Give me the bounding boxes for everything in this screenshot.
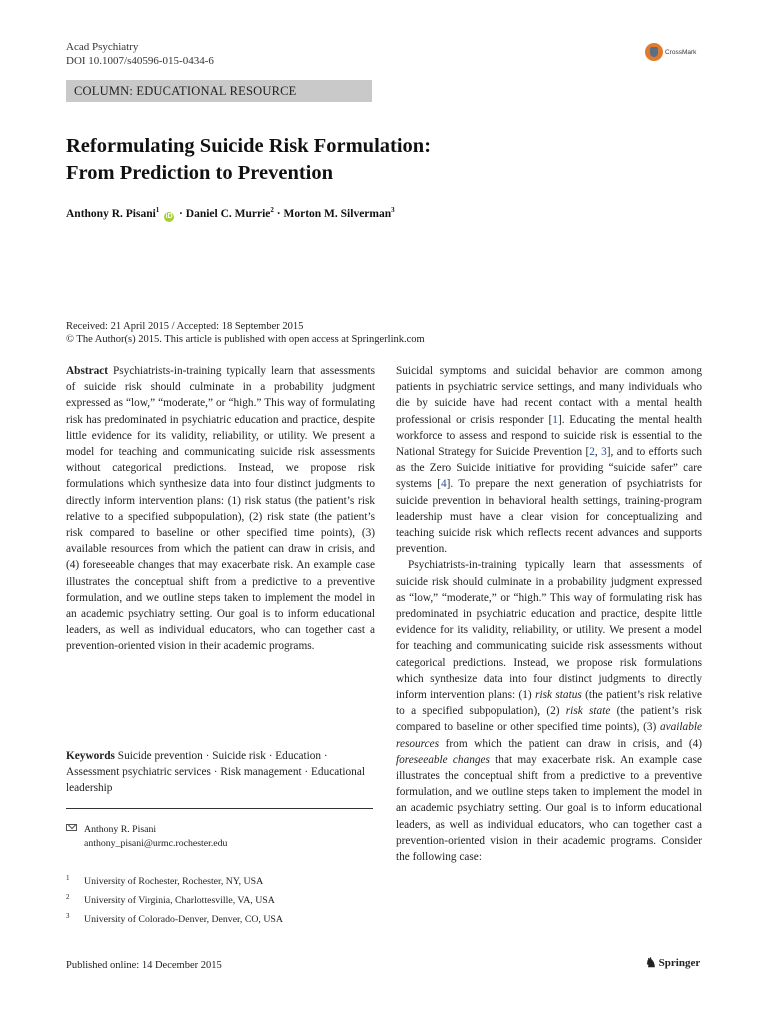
author-3[interactable]: Morton M. Silverman [283,207,392,220]
text-run: ]. To prepare the next generation of psychiatrists for suicide prevention in behavioral health settings, training-program leadership must have a clear vision for conceptualizing and teaching suicide risk which reflects recent advances and supports prevention. [396,478,702,556]
author-1-affil: 1 [155,206,160,214]
abstract-text: Psychiatrists-in-training typically learn that assessments of suicide risk should culminate in a probability judgment expressed as “low,” “moderate,” or “high.” This way of formulating risk has predominated in psychiatric education and practice, despite little evidence for its validity, reliability, or utility. We present a model for teaching and communicating suicide risk assessments without categorical predictions. Instead, we propose risk formulations which synthesize data into four distinct judgments to directly inform intervention plans: (1) risk status (the patient’s risk relative to a specified subpopulation), (2) risk state (the patient’s risk compared to baseline or other specified time points), (3) available resources from which the patient can draw in crisis, and (4) foreseeable changes that may exacerbate risk. An example case illustrates the conceptual shift from a predictive to a preventive formulation, and we outline steps taken to implement the model in an academic psychiatry setting. Our goal is to inform educational leaders, as well as individual educators, who can together cast a prevention-oriented vision in their academic programs. [66,365,375,653]
text-run: (the patient’s risk compared to baseline or other specified time points), (3) [396,705,702,734]
keywords-text: Suicide prevention · Suicide risk · Education · Assessment psychiatric services · Risk management · Educational leadership [66,750,365,794]
author-2[interactable]: Daniel C. Murrie [185,207,271,220]
body-text [396,363,702,865]
article-dates [66,320,425,346]
envelope-icon [66,824,77,831]
author-1[interactable]: Anthony R. Pisani [66,207,156,220]
springer-horse-icon: ♞ [645,955,657,970]
column-label: COLUMN: EDUCATIONAL RESOURCE [66,80,372,102]
italic-term: risk status [535,689,582,702]
affiliation-number: 3 [66,912,70,920]
italic-term: available resources [396,721,702,750]
crossmark-icon [645,43,663,61]
text-run: that may exacerbate risk. An example case illustrates the conceptual shift from a predictive to a preventive formulation, and we outline steps taken to implement the model in an academic psychiatry setting. Our goal is to inform educational leaders, as well as individual educators, who can together cast a prevention-oriented vision in their academic programs. Consider the following case: [396,753,702,864]
title-line-1: Reformulating Suicide Risk Formulation: [66,135,432,157]
text-run: ]. Educating the mental health workforce to assess and respond to suicide risk is essential to the National Strategy for Suicide Prevention [ [396,413,702,459]
text-run: (the patient’s risk relative to a specified subpopulation), (2) [396,689,703,718]
journal-name: Acad Psychiatry [66,41,139,53]
published-date: Published online: 14 December 2015 [66,960,222,971]
crossmark-label: CrossMark [665,48,697,56]
citation-link[interactable]: 1 [552,413,558,426]
footnote-divider [66,808,373,809]
citation-link[interactable]: 2 [589,446,595,459]
paragraph-1 [396,363,702,557]
journal-header [66,40,214,68]
author-list [66,206,395,222]
affiliation-number: 1 [66,874,70,882]
affiliation-text: University of Virginia, Charlottesville, VA, USA [84,895,275,906]
crossmark-badge[interactable] [645,43,696,61]
citation-link[interactable]: 4 [440,478,447,491]
affiliation-number: 2 [66,893,70,901]
author-2-affil: 2 [270,206,274,214]
author-separator: · [273,207,284,220]
italic-term: foreseeable changes [396,753,490,766]
orcid-icon[interactable]: iD [165,212,173,220]
correspondence-email[interactable]: anthony_pisani@urmc.rochester.edu [84,838,228,849]
article-title [66,133,706,187]
author-separator: · [176,207,186,220]
copyright-line: © The Author(s) 2015. This article is published with open access at Springerlink.com [66,334,425,345]
text-run: Psychiatrists-in-training typically learn that assessments of suicide risk should culminate in a probability judgment expressed as “low,” “moderate,” or “high.” This way of formulating risk has predominated in psychiatric education and practice, despite little evidence for its validity, reliability, or utility. We present a model for teaching and communicating suicide risk assessments without categorical predictions. Instead, we propose risk formulations which synthesize data into four distinct judgments to directly inform intervention plans: (1) [396,559,702,702]
received-accepted: Received: 21 April 2015 / Accepted: 18 September 2015 [66,321,304,332]
publisher-logo [645,955,700,971]
abstract-label: Abstract [66,365,109,377]
text-run: from which the patient can draw in crisis, and (4) [439,737,702,750]
affiliation-text: University of Colorado-Denver, Denver, CO, USA [84,914,283,925]
publisher-name: Springer [658,957,701,969]
affiliation-text: University of Rochester, Rochester, NY, USA [84,876,264,887]
doi[interactable]: DOI 10.1007/s40596-015-0434-6 [66,55,214,67]
italic-term: risk state [565,705,611,718]
citation-link[interactable]: 3 [601,446,607,459]
keywords-label: Keywords [66,750,115,762]
correspondence-name: Anthony R. Pisani [84,824,157,835]
abstract [66,363,375,655]
text-run: Suicidal symptoms and suicidal behavior are common among patients in psychiatric service settings, and many individuals who die by suicide have had recent contact with a mental health professional or crisis responder [ [396,365,702,426]
title-line-2: From Prediction to Prevention [66,162,334,184]
paragraph-2 [396,557,702,865]
text-run: , [594,446,602,459]
author-3-affil: 3 [391,206,395,214]
text-run: ], and to efforts such as the Zero Suicide initiative for providing “suicide safer” care systems [ [396,446,702,491]
keywords [66,748,375,796]
